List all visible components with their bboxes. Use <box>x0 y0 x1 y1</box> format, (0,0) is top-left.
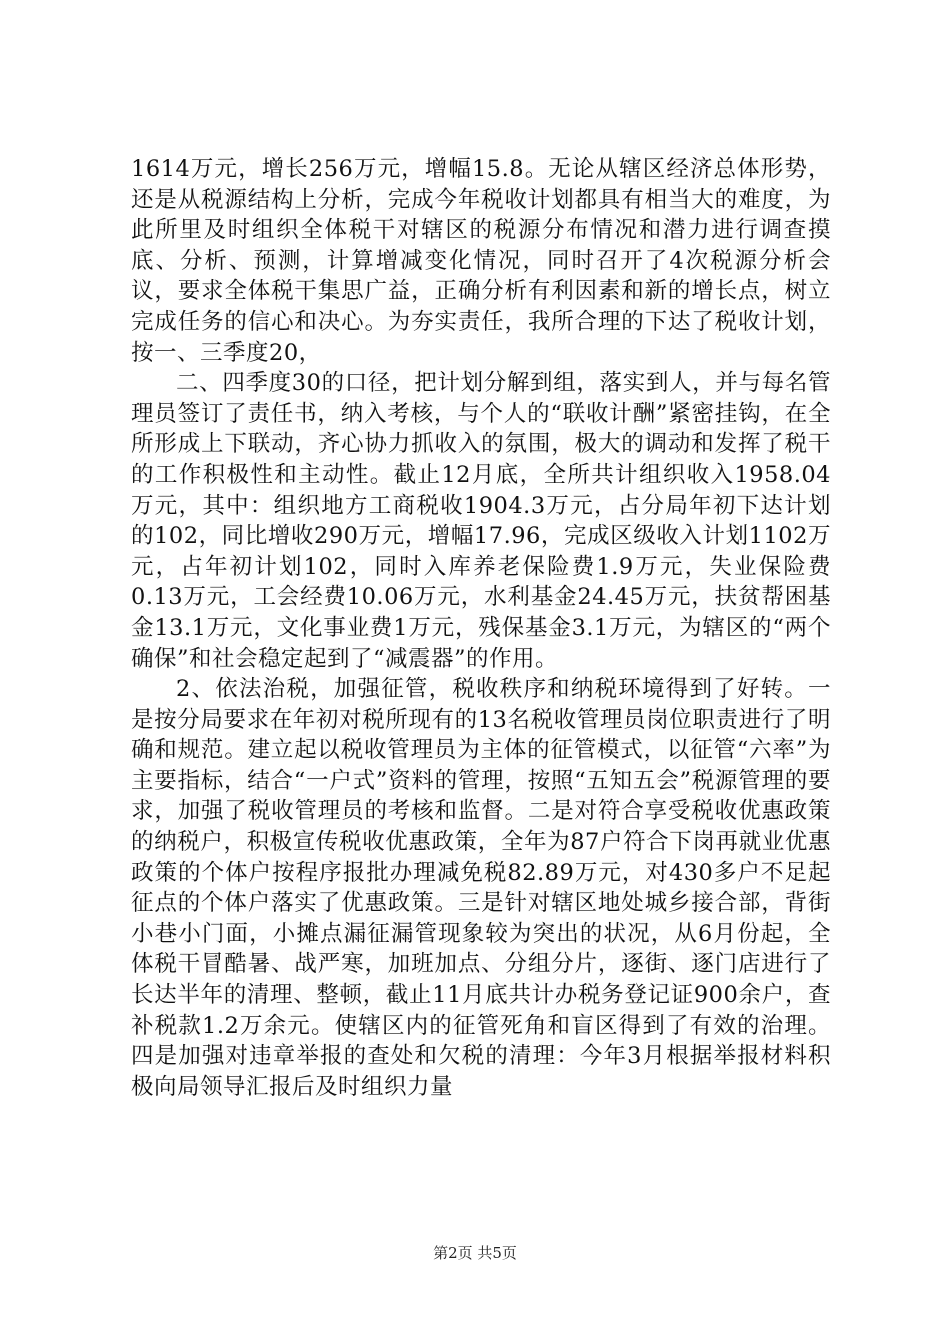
document-body <box>131 154 831 1102</box>
paragraph-tax-plan: 1614万元，增长256万元，增幅15.8。无论从辖区经济总体形势，还是从税源结构上分析，完成今年税收计划都具有相当大的难度，为此所里及时组织全体税干对辖区的税源分布情况和潜力进行调查摸底、分析、预测，计算增减变化情况，同时召开了4次税源分析会议，要求全体税干集思广益，正确分析有利因素和新的增长点，树立完成任务的信心和决心。为夯实责任，我所合理的下达了税收计划，按一、三季度20， <box>131 156 831 366</box>
paragraph-tax-administration: 2、依法治税，加强征管，税收秩序和纳税环境得到了好转。一是按分局要求在年初对税所现有的13名税收管理员岗位职责进行了明确和规范。建立起以税收管理员为主体的征管模式，以征管“六率”为主要指标，结合“一户式”资料的管理，按照“五知五会”税源管理的要求，加强了税收管理员的考核和监督。二是对符合享受税收优惠政策的纳税户，积极宣传税收优惠政策，全年为87户符合下岗再就业优惠政策的个体户按程序报批办理减免税82.89万元，对430多户不足起征点的个体户落实了优惠政策。三是针对辖区地处城乡接合部，背街小巷小门面，小摊点漏征漏管现象较为突出的状况，从6月份起，全体税干冒酷暑、战严寒，加班加点、分组分片，逐街、逐门店进行了长达半年的清理、整顿，截止11月底共计办税务登记证900余户，查补税款1.2万余元。使辖区内的征管死角和盲区得到了有效的治理。四是加强对违章举报的查处和欠税的清理：今年3月根据举报材料积极向局领导汇报后及时组织力量 <box>131 676 831 1100</box>
page-number-footer: 第2页 共5页 <box>433 1244 517 1262</box>
paragraph-revenue-summary: 二、四季度30的口径，把计划分解到组，落实到人，并与每名管理员签订了责任书，纳入考核，与个人的“联收计酬”紧密挂钩，在全所形成上下联动，齐心协力抓收入的氛围，极大的调动和发挥了税干的工作积极性和主动性。截止12月底，全所共计组织收入1958.04万元，其中：组织地方工商税收1904.3万元，占分局年初下达计划的102，同比增收290万元，增幅17.96，完成区级收入计划1102万元，占年初计划102，同时入库养老保险费1.9万元，失业保险费0.13万元，工会经费10.06万元，水利基金24.45万元，扶贫帮困基金13.1万元，文化事业费1万元，残保基金3.1万元，为辖区的“两个确保”和社会稳定起到了“减震器”的作用。 <box>131 370 831 672</box>
